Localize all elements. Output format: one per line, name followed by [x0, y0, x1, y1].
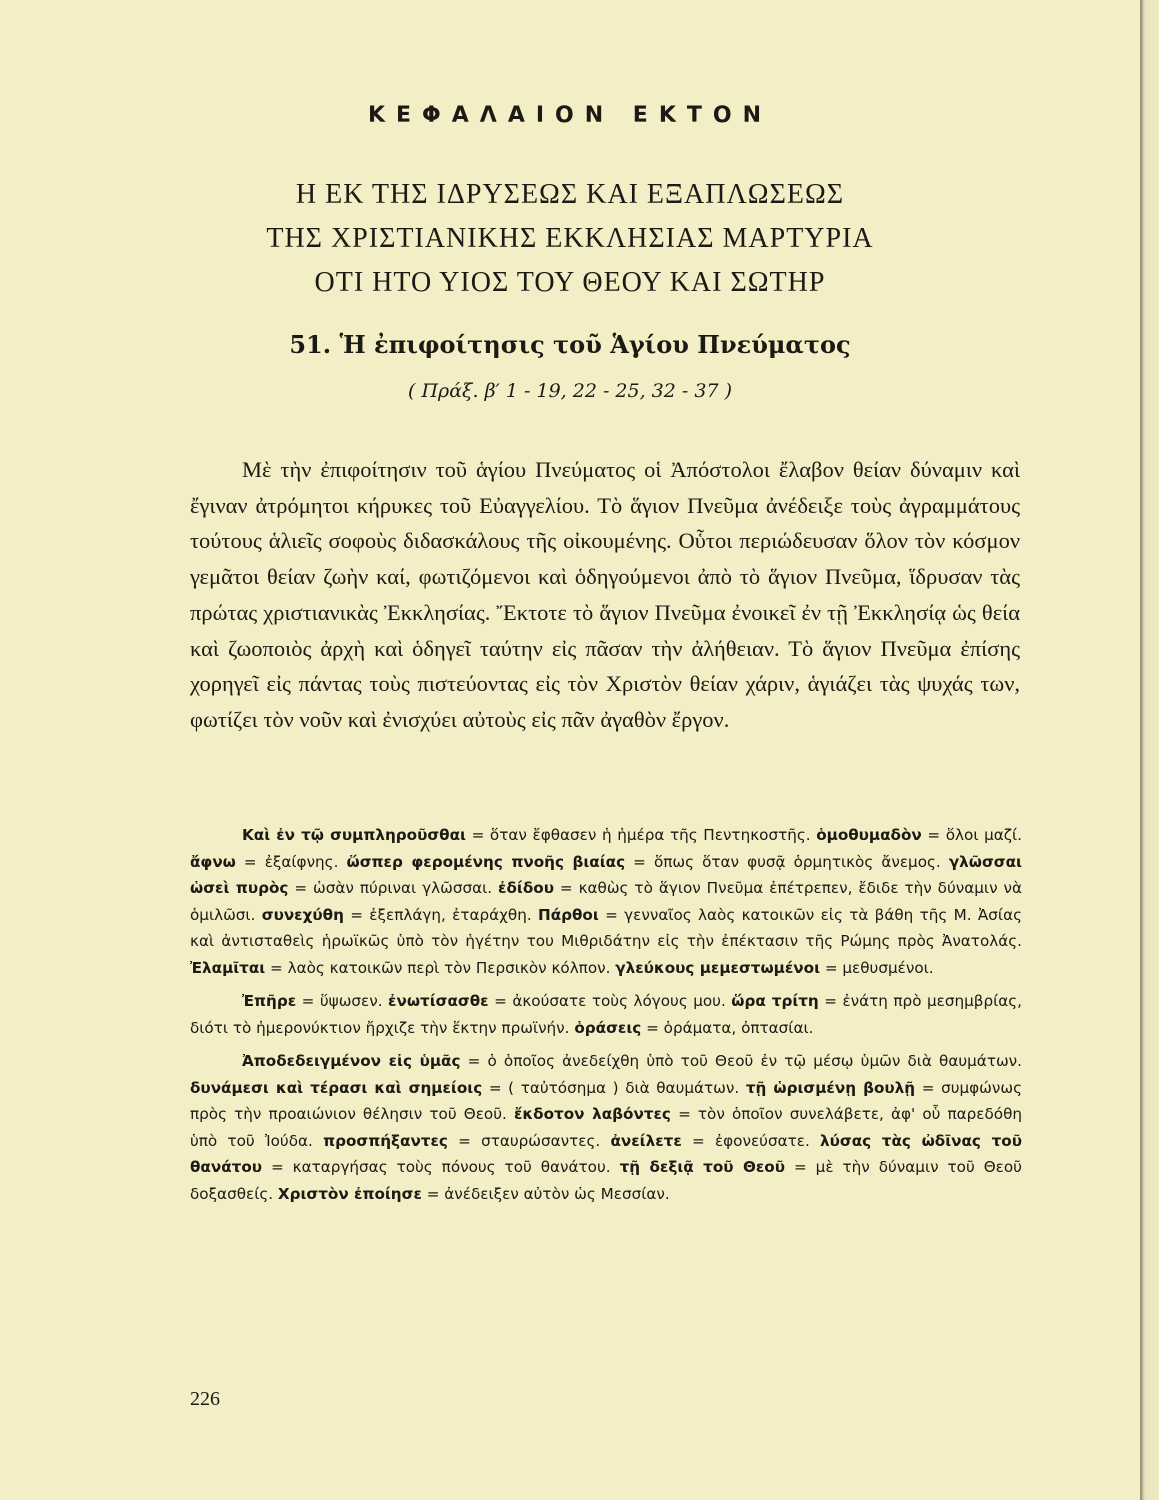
note-definition: = ἐξαίφνης. — [235, 852, 347, 871]
note-definition: = ὅλοι μαζί. — [921, 826, 1022, 844]
chapter-heading: ΚΕΦΑΛΑΙΟΝ ΕΚΤΟΝ — [367, 103, 772, 128]
note-term: Ἐπῆρε — [242, 992, 297, 1010]
note-definition: = ἀκούσατε τοὺς λόγους μου. — [488, 992, 732, 1010]
note-definition: = καταργήσας τοὺς πόνους τοῦ θανάτου. — [262, 1158, 620, 1176]
chapter-title — [0, 173, 1140, 305]
note-term: προσπήξαντες — [323, 1131, 448, 1150]
note-term: ὥρα τρίτη — [731, 992, 819, 1010]
note-definition: = συμφώνως πρὸς τὴν προαιώνιον θέλησιν τοῦ Θεοῦ. — [190, 1078, 1022, 1123]
notes-paragraph — [190, 988, 1022, 1041]
note-definition: = καθὼς τὸ ἅγιον Πνεῦμα ἐπέτρεπεν, ἔδιδε τὴν δύναμιν νὰ ὁμιλῶσι. — [190, 879, 1022, 924]
note-definition: = λαὸς κατοικῶν περὶ τὸν Περσικὸν κόλπον. — [265, 958, 616, 977]
note-term: δυνάμεσι καὶ τέρασι καὶ σημείοις — [190, 1078, 483, 1097]
notes-paragraph — [190, 1048, 1022, 1207]
title-line-1: Η ΕΚ ΤΗΣ ΙΔΡΥΣΕΩΣ ΚΑΙ ΕΞΑΠΛΩΣΕΩΣ — [295, 179, 845, 210]
title-line-3: ΟΤΙ ΗΤΟ ΥΙΟΣ ΤΟΥ ΘΕΟΥ ΚΑΙ ΣΩΤΗΡ — [314, 267, 826, 298]
body-paragraph: Μὲ τὴν ἐπιφοίτησιν τοῦ ἁγίου Πνεύματος οἱ Ἀπόστολοι ἔλαβον θείαν δύναμιν καὶ ἔγιναν ἀτρόμητοι κήρυκες τοῦ Εὐαγγελίου. Τὸ ἅγιον Πνεῦμα ἀνέδειξε τοὺς ἀγραμμάτους τούτους ἁλιεῖς σοφοὺς διδασκάλους τῆς οἰκουμένης. Οὗτοι περιώδευσαν ὅλον τὸν κόσμον γεμᾶτοι θείαν ζωὴν καί, φωτιζόμενοι καὶ ὁδηγούμενοι ἀπὸ τὸ ἅγιον Πνεῦμα, ἵδρυσαν τὰς πρώτας χριστιανικὰς Ἐκκλησίας. Ἔκτοτε τὸ ἅγιον Πνεῦμα ἐνοικεῖ ἐν τῇ Ἐκκλησίᾳ ὡς θεία καὶ ζωοποιὸς ἀρχὴ καὶ ὁδηγεῖ ταύτην εἰς πᾶσαν τὴν ἀλήθειαν. Τὸ ἅγιον Πνεῦμα ἐπίσης χορηγεῖ εἰς πάντας τοὺς πιστεύοντας εἰς τὸν Χριστὸν θείαν χάριν, ἁγιάζει τὰς ψυχάς των, φωτίζει τὸν νοῦν καὶ ἐνισχύει αὐτοὺς εἰς πᾶν ἀγαθὸν ἔργον. — [190, 457, 1020, 732]
note-term: ἐδίδου — [498, 879, 554, 897]
note-term: συνεχύθη — [261, 905, 344, 924]
note-term: λύσας τὰς ὠδῖνας τοῦ θανάτου — [190, 1131, 1022, 1176]
note-definition: = ἐξεπλάγη, ἐταράχθη. — [343, 905, 538, 924]
page-edge — [1140, 0, 1159, 1500]
note-definition: = ὅταν ἔφθασεν ἡ ἡμέρα τῆς Πεντηκοστῆς. — [465, 826, 817, 844]
note-definition: = ἐφονεύσατε. — [681, 1131, 820, 1150]
note-term: ὁμοθυμαδὸν — [816, 826, 922, 844]
glossary-notes — [190, 822, 1022, 1214]
note-term: ὥσπερ φερομένης πνοῆς βιαίας — [346, 852, 626, 871]
note-definition: = ὕψωσεν. — [296, 992, 389, 1010]
note-definition: = ὁ ὁποῖος ἀνεδείχθη ὑπὸ τοῦ Θεοῦ ἐν τῷ μέσῳ ὑμῶν διὰ θαυμάτων. — [460, 1052, 1022, 1070]
note-definition: = τὸν ὁποῖον συνελάβετε, ἀφ' οὗ παρεδόθη ὑπὸ τοῦ Ἰούδα. — [190, 1105, 1023, 1150]
note-term: Καὶ ἐν τῷ συμπληροῦσθαι — [242, 826, 466, 844]
note-definition: = ἀνέδειξεν αὐτὸν ὡς Μεσσίαν. — [421, 1184, 670, 1203]
scripture-reference: ( Πράξ. β′ 1 - 19, 22 - 25, 32 - 37 ) — [408, 380, 732, 402]
note-term: Πάρθοι — [537, 905, 599, 924]
note-term: τῇ δεξιᾷ τοῦ Θεοῦ — [619, 1158, 785, 1176]
note-term: ἀνείλετε — [610, 1131, 682, 1150]
page-number: 226 — [190, 1388, 220, 1410]
note-definition: = ὡσὰν πύριναι γλῶσσαι. — [288, 879, 499, 897]
title-line-2: ΤΗΣ ΧΡΙΣΤΙΑΝΙΚΗΣ ΕΚΚΛΗΣΙΑΣ ΜΑΡΤΥΡΙΑ — [266, 223, 874, 254]
note-term: ἔκδοτον λαβόντες — [513, 1105, 671, 1123]
note-definition: = σταυρώσαντες. — [447, 1131, 611, 1150]
note-definition: = μὲ τὴν δύναμιν τοῦ Θεοῦ δοξασθείς. — [190, 1158, 1022, 1203]
note-term: Ἀποδεδειγμένον εἰς ὑμᾶς — [242, 1052, 461, 1070]
note-term: ὁράσεις — [574, 1018, 642, 1037]
note-term: Ἐλαμῖται — [190, 958, 266, 977]
note-definition: = ὁράματα, ὀπτασίαι. — [641, 1018, 814, 1037]
note-definition: = γενναῖος λαὸς κατοικῶν εἰς τὰ βάθη τῆς Μ. Ἀσίας καὶ ἀντισταθεὶς ἡρωϊκῶς ὑπὸ τὸν ἡγέτην του Μιθριδάτην εἰς τὴν ἐπέκτασιν τῆς Ρώμης πρὸς Ἀνατολάς. — [190, 905, 1022, 950]
note-term: ἐνωτίσασθε — [388, 992, 489, 1010]
note-term: τῇ ὡρισμένῃ βουλῇ — [745, 1078, 916, 1097]
note-term: γλεύκους μεμεστωμένοι — [615, 958, 821, 977]
note-definition: = ( ταὐτόσημα ) διὰ θαυμάτων. — [482, 1078, 746, 1097]
note-term: γλῶσσαι ὡσεὶ πυρὸς — [190, 852, 1022, 897]
note-term: Χριστὸν ἐποίησε — [277, 1184, 422, 1203]
note-definition: = ὅπως ὅταν φυσᾷ ὁρμητικὸς ἄνεμος. — [625, 852, 949, 871]
notes-paragraph — [190, 822, 1022, 981]
section-heading: 51. Ἡ ἐπιφοίτησις τοῦ Ἁγίου Πνεύματος — [289, 330, 851, 359]
note-term: ἄφνω — [190, 852, 236, 871]
note-definition: = ἐνάτη πρὸ μεσημβρίας, διότι τὸ ἡμερονύκτιον ἤρχιζε τὴν ἕκτην πρωϊνήν. — [190, 992, 1022, 1037]
note-definition: = μεθυσμένοι. — [820, 958, 934, 977]
